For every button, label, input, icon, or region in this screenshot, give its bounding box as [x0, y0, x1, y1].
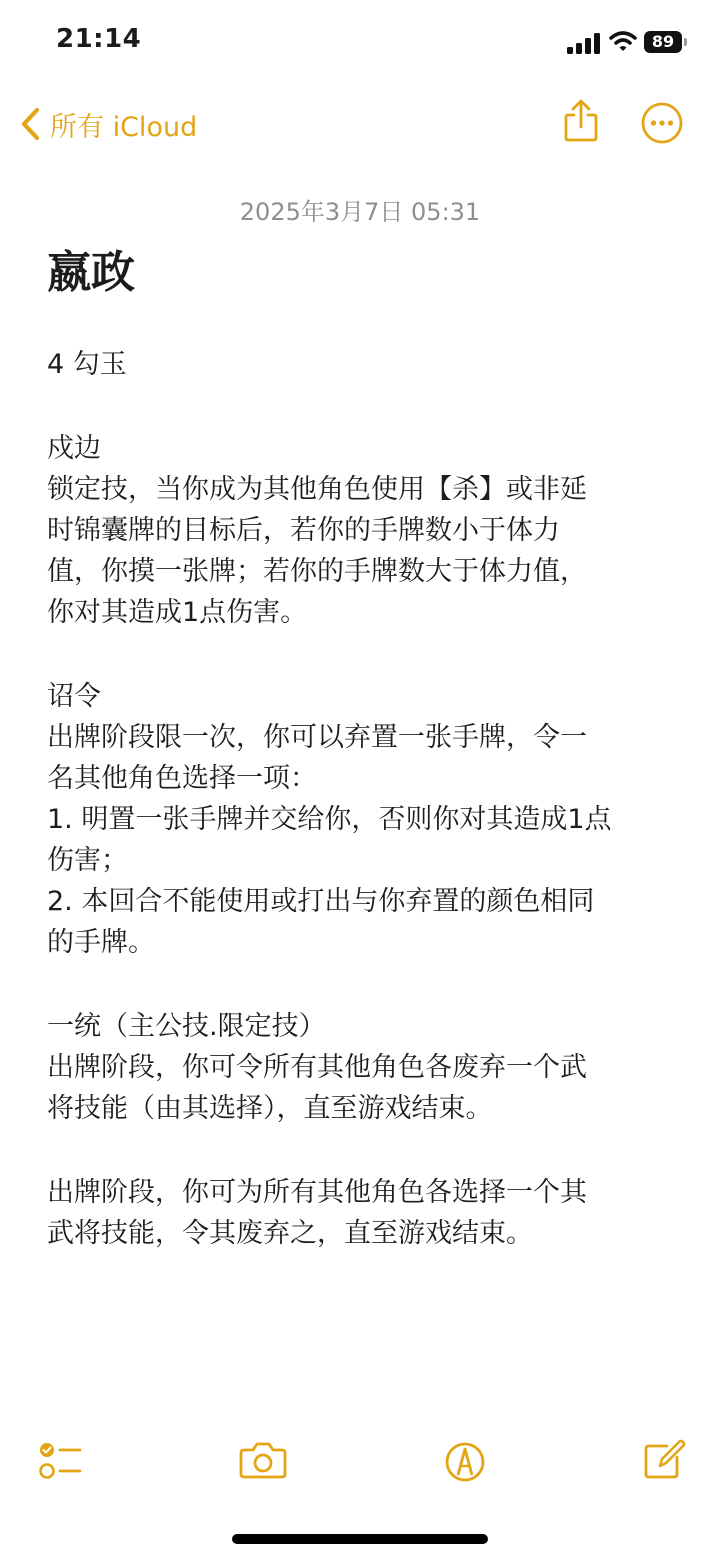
battery-level: 89	[644, 31, 682, 53]
note-line: 2. 本回合不能使用或打出与你弃置的颜色相同	[47, 886, 595, 917]
checklist-icon	[36, 1436, 86, 1486]
back-label: 所有 iCloud	[50, 111, 198, 143]
note-line: 出牌阶段限一次，你可以弃置一张手牌，令一	[47, 722, 587, 753]
note-line: 伤害；	[47, 845, 128, 876]
note-line	[47, 385, 677, 428]
back-button[interactable]	[20, 102, 197, 146]
note-line: 诏令	[47, 681, 101, 712]
note-line: 名其他角色选择一项：	[47, 763, 317, 794]
note-line: 锁定技，当你成为其他角色使用【杀】或非延	[47, 474, 587, 505]
ellipsis-circle-icon	[640, 101, 684, 145]
status-time: 21:14	[56, 24, 142, 54]
note-date: 2025年3月7日 05:31	[239, 198, 481, 226]
battery-cap	[684, 38, 687, 46]
share-button[interactable]	[558, 98, 604, 144]
note-line	[47, 963, 677, 1006]
nav-bar	[0, 86, 720, 166]
note-line: 出牌阶段，你可令所有其他角色各废弃一个武	[47, 1052, 587, 1083]
note-line	[47, 1129, 677, 1172]
checklist-button[interactable]	[36, 1436, 86, 1486]
note-line: 出牌阶段，你可为所有其他角色各选择一个其	[47, 1177, 587, 1208]
note-line: 一统（主公技.限定技）	[47, 1011, 326, 1042]
note-line: 1. 明置一张手牌并交给你，否则你对其造成1点	[47, 804, 612, 835]
signal-icon	[567, 32, 603, 54]
camera-icon	[238, 1436, 288, 1486]
note-line: 值，你摸一张牌；若你的手牌数大于体力值，	[47, 556, 587, 587]
note-line: 戍边	[47, 433, 101, 464]
note-line: 你对其造成1点伤害。	[47, 597, 308, 628]
note-title[interactable]: 嬴政	[47, 247, 135, 298]
note-line: 武将技能，令其废弃之，直至游戏结束。	[47, 1218, 533, 1249]
note-line	[47, 633, 677, 676]
compose-icon	[640, 1436, 690, 1486]
chevron-left-icon	[20, 106, 42, 142]
note-line: 4 勾玉	[47, 349, 127, 380]
share-icon	[558, 98, 604, 144]
note-line: 将技能（由其选择），直至游戏结束。	[47, 1093, 493, 1124]
wifi-icon	[609, 30, 637, 54]
bottom-toolbar	[0, 1436, 720, 1492]
note-body[interactable]	[47, 344, 677, 1254]
compose-button[interactable]	[640, 1436, 690, 1486]
camera-button[interactable]	[238, 1436, 288, 1486]
note-line: 的手牌。	[47, 927, 155, 958]
home-indicator	[232, 1534, 488, 1544]
markup-button[interactable]	[440, 1436, 490, 1486]
more-button[interactable]	[640, 101, 684, 145]
status-bar	[0, 0, 720, 86]
note-line: 时锦囊牌的目标后，若你的手牌数小于体力	[47, 515, 560, 546]
battery-icon	[644, 31, 690, 53]
markup-icon	[440, 1436, 490, 1486]
